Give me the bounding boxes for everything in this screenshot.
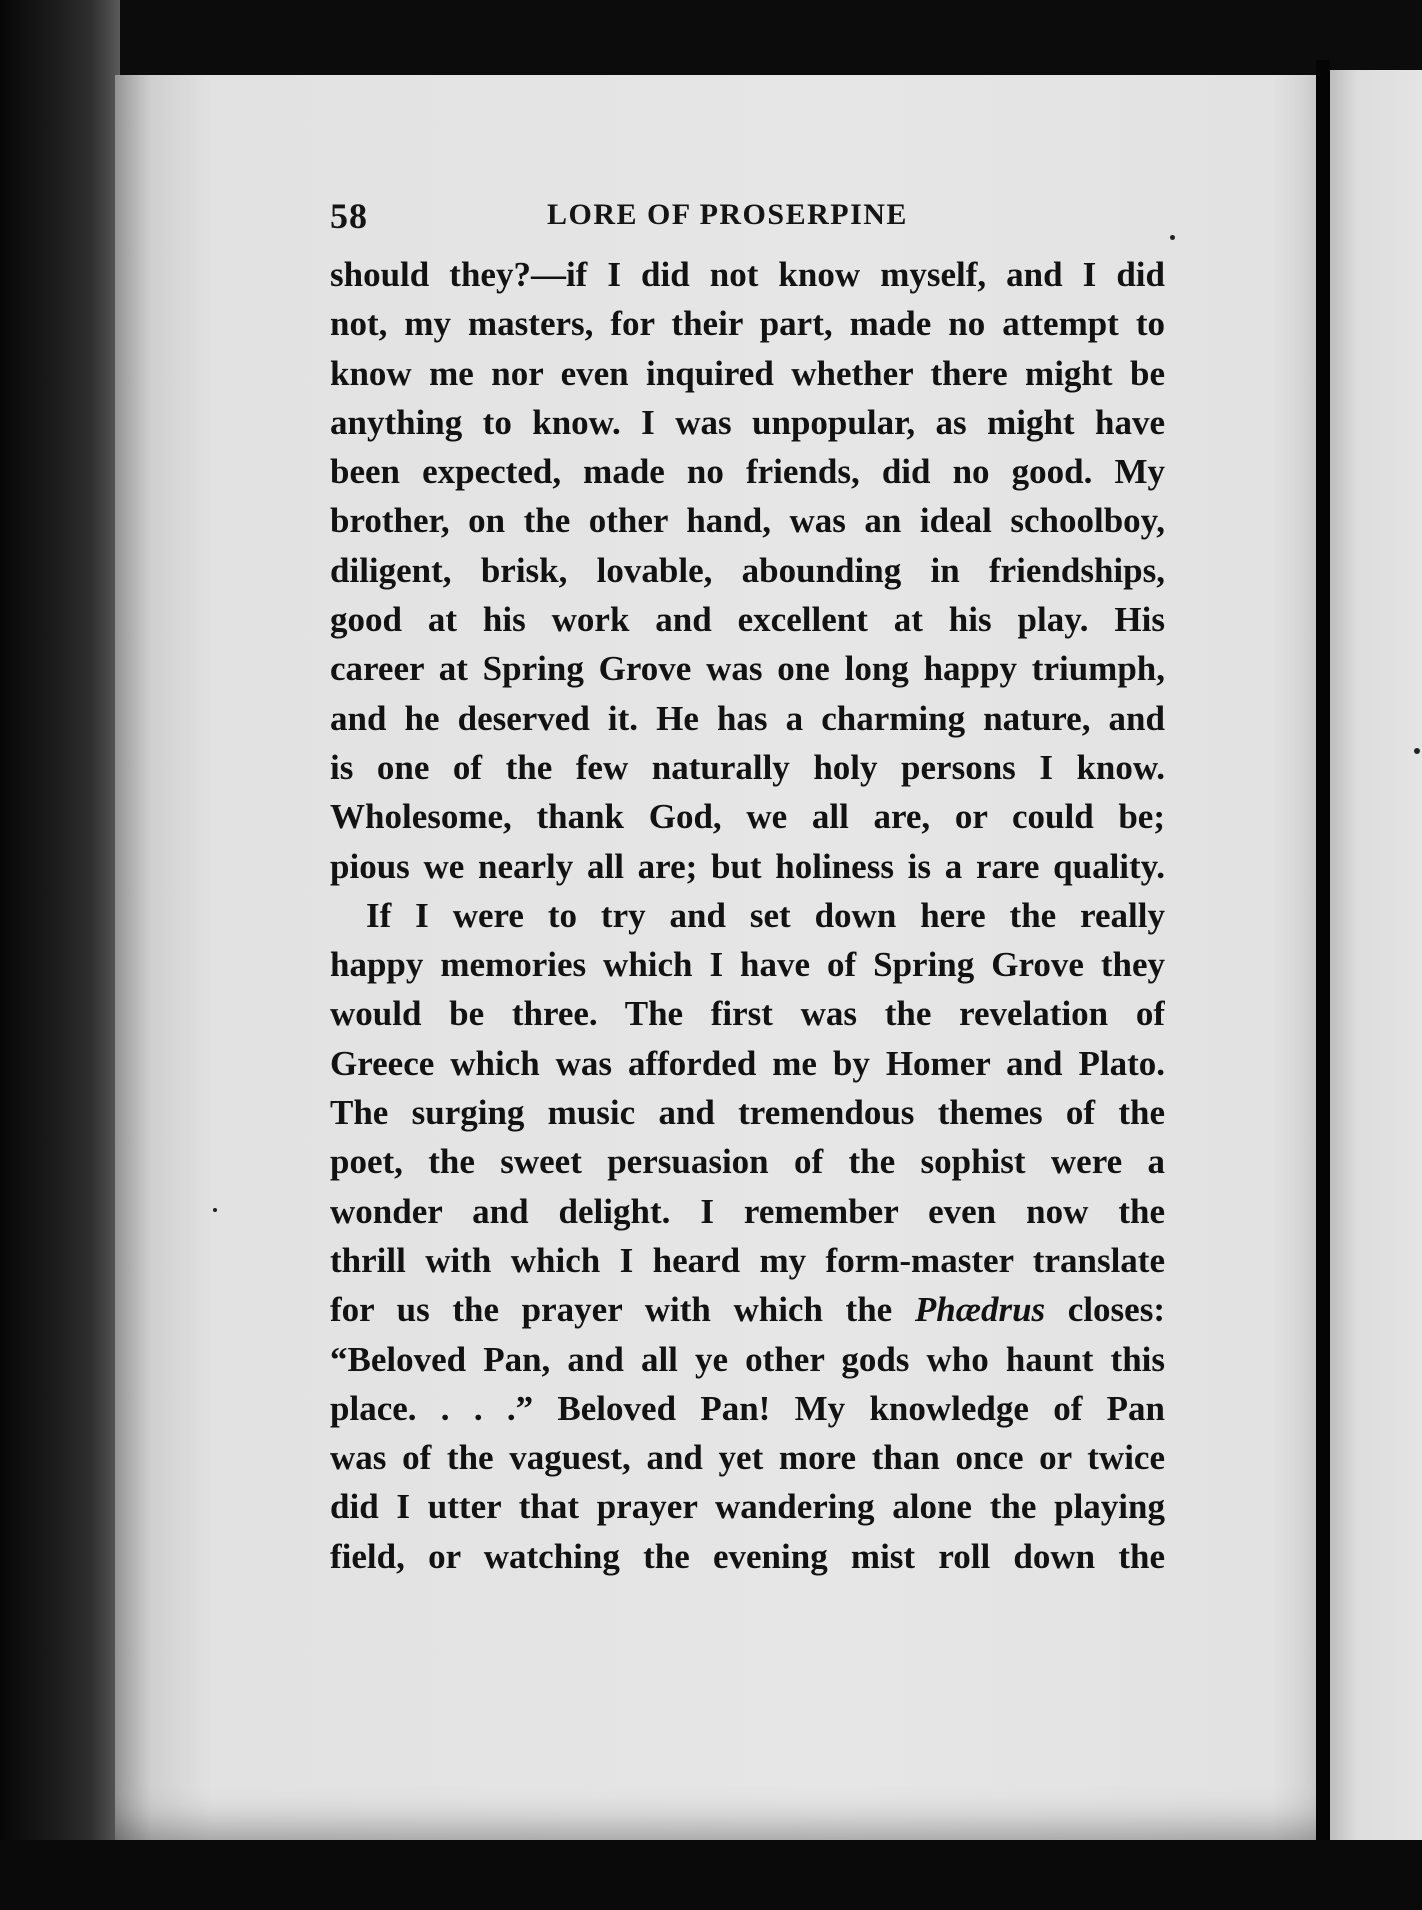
text-line: and he deserved it. He has a charming nature, and [330, 698, 1165, 738]
text-line: not, my masters, for their part, made no attempt to [330, 304, 1165, 344]
text-line: The surging music and tremendous themes of the [330, 1093, 1165, 1133]
text-line: good at his work and excellent at his play. His [330, 600, 1165, 640]
body-text [330, 250, 1165, 1581]
scan-speck [1170, 235, 1175, 240]
scan-speck [1414, 748, 1420, 754]
text-line: Wholesome, thank God, we all are, or could be; [330, 797, 1165, 837]
text-line: wonder and delight. I remember even now the [330, 1191, 1165, 1231]
text-line: would be three. The first was the revelation of [330, 994, 1165, 1034]
text-line: place. . . .” Beloved Pan! My knowledge of Pan [330, 1388, 1165, 1428]
book-title-italic: Phædrus [914, 1290, 1046, 1330]
running-head [330, 195, 1160, 237]
bottom-shadow [0, 1840, 1422, 1910]
text-line: know me nor even inquired whether there might be [330, 353, 1165, 393]
text-segment: for us the prayer with which the [330, 1290, 915, 1330]
text-line: pious we nearly all are; but holiness is a rare quality. [330, 846, 1165, 886]
text-segment: closes: [1045, 1290, 1165, 1330]
text-line: should they?—if I did not know myself, and I did [330, 255, 1165, 294]
text-line: is one of the few naturally holy persons I know. [330, 747, 1165, 787]
text-line: been expected, made no friends, did no good. My [330, 452, 1165, 492]
text-line: Greece which was afforded me by Homer and Plato. [330, 1043, 1165, 1083]
paragraph-first-line: If I were to try and set down here the really [366, 895, 1165, 935]
text-line: did I utter that prayer wandering alone the playing [330, 1487, 1165, 1527]
text-line: career at Spring Grove was one long happy triumph, [330, 649, 1165, 689]
text-line: “Beloved Pan, and all ye other gods who haunt this [330, 1339, 1165, 1379]
text-line: happy memories which I have of Spring Grove they [330, 945, 1165, 985]
text-line: diligent, brisk, lovable, abounding in friendships, [330, 550, 1165, 590]
facing-page-edge [1330, 70, 1422, 1850]
scan-speck [213, 1208, 217, 1212]
book-binding-edge [0, 0, 120, 1910]
text-line: anything to know. I was unpopular, as might have [330, 402, 1165, 442]
page-gutter [1316, 60, 1330, 1860]
text-line: was of the vaguest, and yet more than once or twice [330, 1438, 1165, 1478]
text-line: thrill with which I heard my form-master translate [330, 1240, 1165, 1280]
text-line: field, or watching the evening mist roll down the [330, 1536, 1165, 1576]
page-number: 58 [330, 196, 368, 236]
text-line: brother, on the other hand, was an ideal schoolboy, [330, 501, 1165, 541]
text-line-with-title [330, 1285, 1165, 1334]
text-line: poet, the sweet persuasion of the sophist were a [330, 1142, 1165, 1182]
running-title: LORE OF PROSERPINE [547, 198, 908, 231]
